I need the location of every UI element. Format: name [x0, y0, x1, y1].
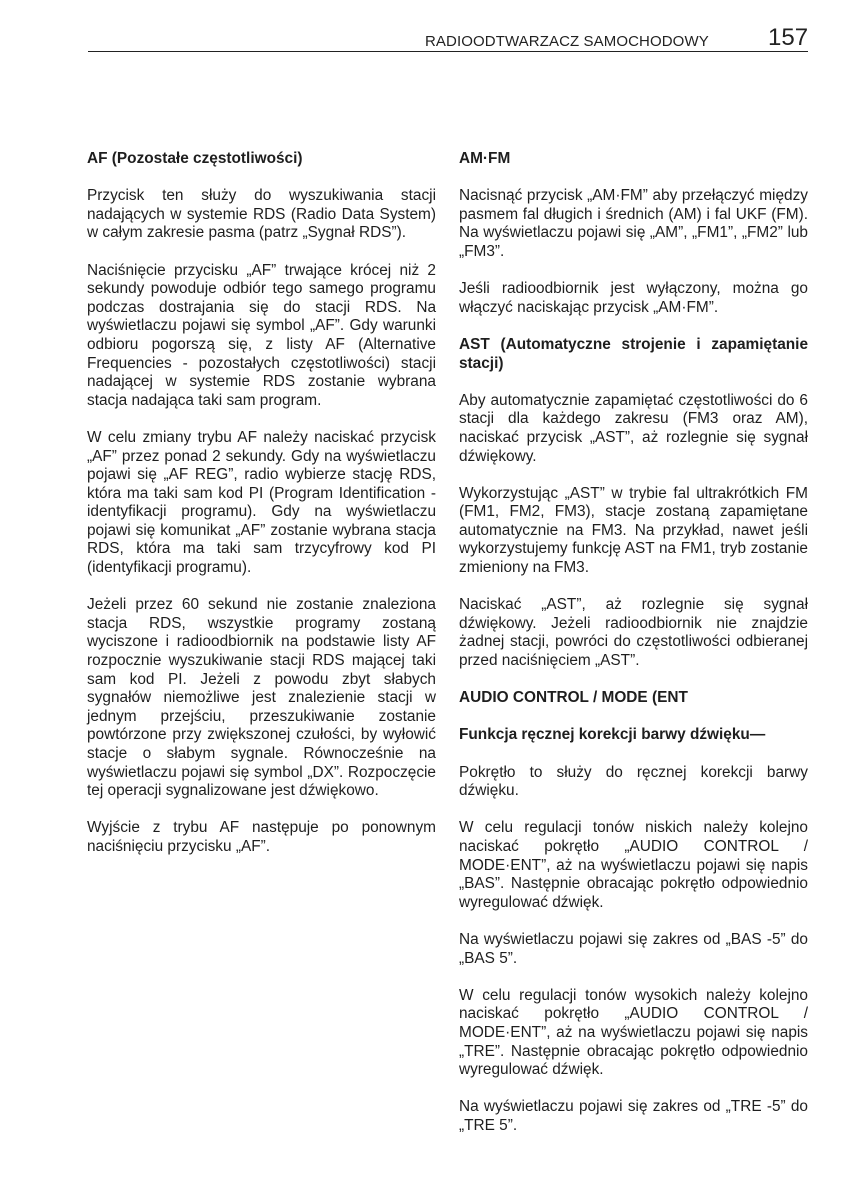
af-paragraph-2: Naciśnięcie przycisku „AF” trwające krócej niż 2 sekundy powoduje odbiór tego samego programu podczas dostrajania się do stacji RDS. Na wyświetlaczu pojawi się symbol „AF”. Gdy warunki odbioru pogorszą się, z listy AF (Alternative Frequencies - pozostałych częstotliwości) stacji nadającej w systemie RDS zostanie wybrana stacja nadająca taki sam program. [87, 261, 436, 409]
af-paragraph-3: W celu zmiany trybu AF należy naciskać przycisk „AF” przez ponad 2 sekundy. Gdy na wyświetlaczu pojawi się „AF REG”, radio wybierze stację RDS, która ma taki sam kod PI (Program Identification - identyfikacji programu). Gdy na wyświetlaczu pojawi się komunikat „AF” zostanie wybrana stacja RDS, która ma taki sam trzycyfrowy kod PI (identyfikacji programu). [87, 428, 436, 577]
audio-paragraph-4: W celu regulacji tonów wysokich należy kolejno naciskać pokrętło „AUDIO CONTROL / MODE·ENT”, aż na wyświetlaczu pojawi się napis „TRE”. Następnie obracając pokrętło odpowiednio wyregulować dźwięk. [459, 986, 808, 1079]
ast-paragraph-3: Naciskać „AST”, aż rozlegnie się sygnał dźwiękowy. Jeżeli radioodbiornik nie znajdzie żadnej stacji, powróci do częstotliwości odbieranej przed naciśnięciem „AST”. [459, 596, 808, 670]
audio-section-heading: AUDIO CONTROL / MODE (ENT [459, 689, 688, 707]
page-number: 157 [768, 24, 809, 51]
amfm-paragraph-1: Nacisnąć przycisk „AM·FM” aby przełączyć między pasmem fal długich i średnich (AM) i fal UKF (FM). Na wyświetlaczu pojawi się „AM”, „FM1”, „FM2” lub „FM3”. [459, 187, 808, 260]
af-section-heading: AF (Pozostałe częstotliwości) [87, 150, 303, 167]
ast-section-heading: AST (Automatyczne strojenie i zapamiętanie stacji) [459, 335, 808, 372]
left-column [87, 150, 436, 875]
audio-subheading: Funkcja ręcznej korekcji barwy dźwięku— [459, 726, 766, 744]
af-paragraph-4: Jeżeli przez 60 sekund nie zostanie znaleziona stacja RDS, wszystkie programy zostaną wyciszone i radioodbiornik na podstawie listy AF rozpocznie wyszukiwanie stacji RDS mającej taki sam kod PI. Jeżeli z powodu zbyt słabych sygnałów niemożliwe jest znalezienie stacji w jednym przejściu, przeszukiwanie zostanie powtórzone przy zwiększonej czułości, by wyłowić stacje o słabym sygnale. Równocześnie na wyświetlaczu pojawi się symbol „DX”. Rozpoczęcie tej operacji sygnalizowane jest dźwiękowo. [87, 596, 436, 800]
right-column [459, 150, 808, 1154]
af-paragraph-1: Przycisk ten służy do wyszukiwania stacji nadających w systemie RDS (Radio Data System) w całym zakresie pasma (patrz „Sygnał RDS”). [87, 187, 436, 242]
audio-paragraph-3: Na wyświetlaczu pojawi się zakres od „BAS -5” do „BAS 5”. [459, 930, 808, 967]
audio-paragraph-1: Pokrętło to służy do ręcznej korekcji barwy dźwięku. [459, 763, 808, 800]
af-paragraph-5: Wyjście z trybu AF następuje po ponownym naciśnięciu przycisku „AF”. [87, 819, 436, 855]
ast-paragraph-1: Aby automatycznie zapamiętać częstotliwości do 6 stacji dla każdego zakresu (FM3 oraz AM), naciskać przycisk „AST”, aż rozlegnie się sygnał dźwiękowy. [459, 391, 808, 465]
amfm-section-heading: AM·FM [459, 150, 511, 167]
running-head: RADIOODTWARZACZ SAMOCHODOWY [425, 33, 709, 50]
header-rule [88, 51, 808, 52]
audio-paragraph-5: Na wyświetlaczu pojawi się zakres od „TRE -5” do „TRE 5”. [459, 1098, 808, 1134]
audio-paragraph-2: W celu regulacji tonów niskich należy kolejno naciskać pokrętło „AUDIO CONTROL / MODE·ENT”, aż na wyświetlaczu pojawi się napis „BAS”. Następnie obracając pokrętło odpowiednio wyregulować dźwięk. [459, 819, 808, 911]
ast-paragraph-2: Wykorzystując „AST” w trybie fal ultrakrótkich FM (FM1, FM2, FM3), stacje zostaną zapamiętane automatycznie na FM3. Na przykład, nawet jeśli wykorzystujemy funkcję AST na FM1, tryb zostanie zmieniony na FM3. [459, 484, 808, 577]
amfm-paragraph-2: Jeśli radioodbiornik jest wyłączony, można go włączyć naciskając przycisk „AM·FM”. [459, 280, 808, 316]
